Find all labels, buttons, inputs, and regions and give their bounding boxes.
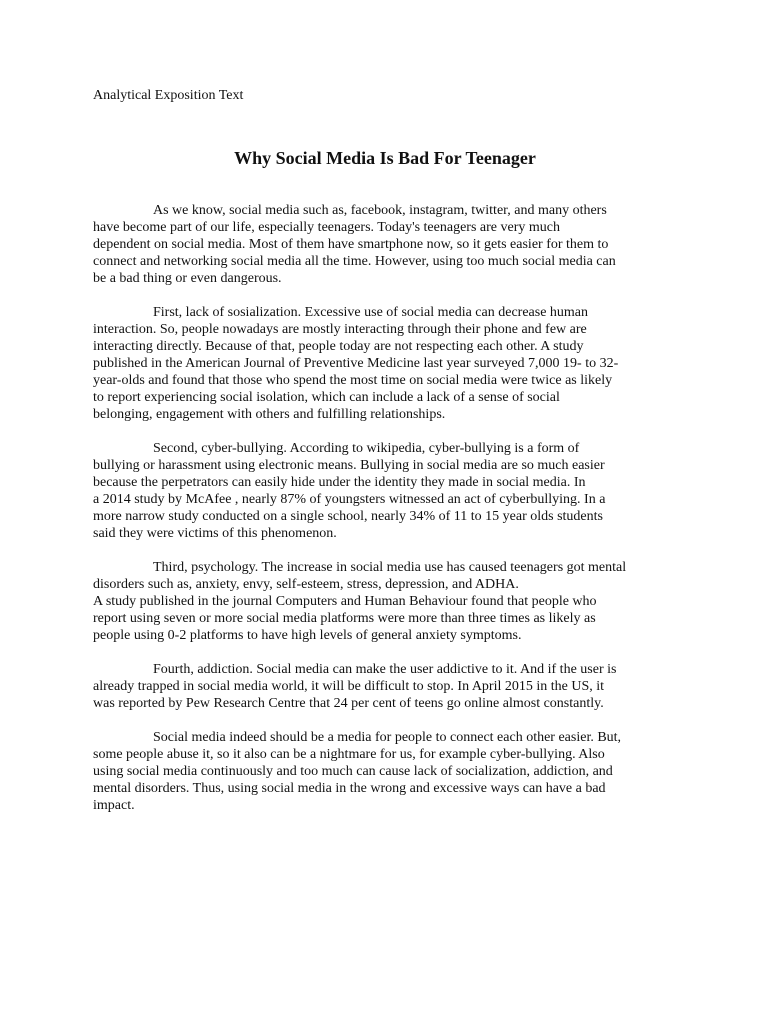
paragraph-addiction (93, 661, 677, 712)
paragraph-psychology (93, 559, 677, 644)
paragraph-line: was reported by Pew Research Centre that 24 per cent of teens go online almost constantly. (93, 696, 604, 711)
paragraph-line: connect and networking social media all the time. However, using too much social media can (93, 254, 616, 269)
paragraph-line: First, lack of sosialization. Excessive use of social media can decrease human (153, 305, 589, 320)
paragraph-line: interaction. So, people nowadays are mostly interacting through their phone and few are (93, 322, 587, 337)
paragraph-conclusion (93, 729, 677, 814)
paragraph-line: Social media indeed should be a media for people to connect each other easier. But, (153, 730, 622, 745)
paragraph-line: already trapped in social media world, it will be difficult to stop. In April 2015 in the US, it (93, 679, 605, 694)
document-label: Analytical Exposition Text (93, 88, 244, 103)
paragraph-line: dependent on social media. Most of them have smartphone now, so it gets easier for them to (93, 237, 609, 252)
paragraph-socialization (93, 304, 677, 423)
paragraph-line: disorders such as, anxiety, envy, self-esteem, stress, depression, and ADHA. (93, 577, 519, 592)
paragraph-intro (93, 202, 677, 287)
paragraph-line: have become part of our life, especially teenagers. Today's teenagers are very much (93, 220, 560, 235)
paragraph-line: published in the American Journal of Preventive Medicine last year surveyed 7,000 19- to 32- (93, 356, 619, 371)
paragraph-line: because the perpetrators can easily hide under the identity they made in social media. In (93, 475, 586, 490)
paragraph-line: said they were victims of this phenomenon. (93, 526, 337, 541)
paragraph-line: year-olds and found that those who spend the most time on social media were twice as likely (93, 373, 613, 388)
document-page (93, 86, 677, 831)
paragraph-line: to report experiencing social isolation, which can include a lack of a sense of social (93, 390, 560, 405)
paragraph-line: Third, psychology. The increase in social media use has caused teenagers got mental (153, 560, 627, 575)
paragraph-line: people using 0-2 platforms to have high levels of general anxiety symptoms. (93, 628, 522, 643)
paragraph-line: some people abuse it, so it also can be a nightmare for us, for example cyber-bullying. Also (93, 747, 605, 762)
paragraph-line: a 2014 study by McAfee , nearly 87% of youngsters witnessed an act of cyberbullying. In a (93, 492, 606, 507)
paragraph-line: report using seven or more social media platforms were more than three times as likely as (93, 611, 596, 626)
paragraph-line: interacting directly. Because of that, people today are not respecting each other. A study (93, 339, 584, 354)
paragraph-line: As we know, social media such as, facebook, instagram, twitter, and many others (153, 203, 607, 218)
paragraph-line: be a bad thing or even dangerous. (93, 271, 282, 286)
paragraph-line: mental disorders. Thus, using social media in the wrong and excessive ways can have a bad (93, 781, 606, 796)
paragraph-line: using social media continuously and too much can cause lack of socialization, addiction, and (93, 764, 613, 779)
paragraph-line: belonging, engagement with others and fulfilling relationships. (93, 407, 446, 422)
paragraph-line: more narrow study conducted on a single school, nearly 34% of 11 to 15 year olds students (93, 509, 603, 524)
paragraph-line: impact. (93, 798, 135, 813)
paragraph-line: bullying or harassment using electronic means. Bullying in social media are so much easier (93, 458, 605, 473)
paragraph-cyberbullying (93, 440, 677, 542)
paragraph-line: A study published in the journal Computers and Human Behaviour found that people who (93, 594, 597, 609)
paragraph-line: Second, cyber-bullying. According to wikipedia, cyber-bullying is a form of (153, 441, 580, 456)
paragraph-line: Fourth, addiction. Social media can make the user addictive to it. And if the user is (153, 662, 617, 677)
document-title: Why Social Media Is Bad For Teenager (234, 148, 536, 168)
body-text (93, 202, 677, 814)
